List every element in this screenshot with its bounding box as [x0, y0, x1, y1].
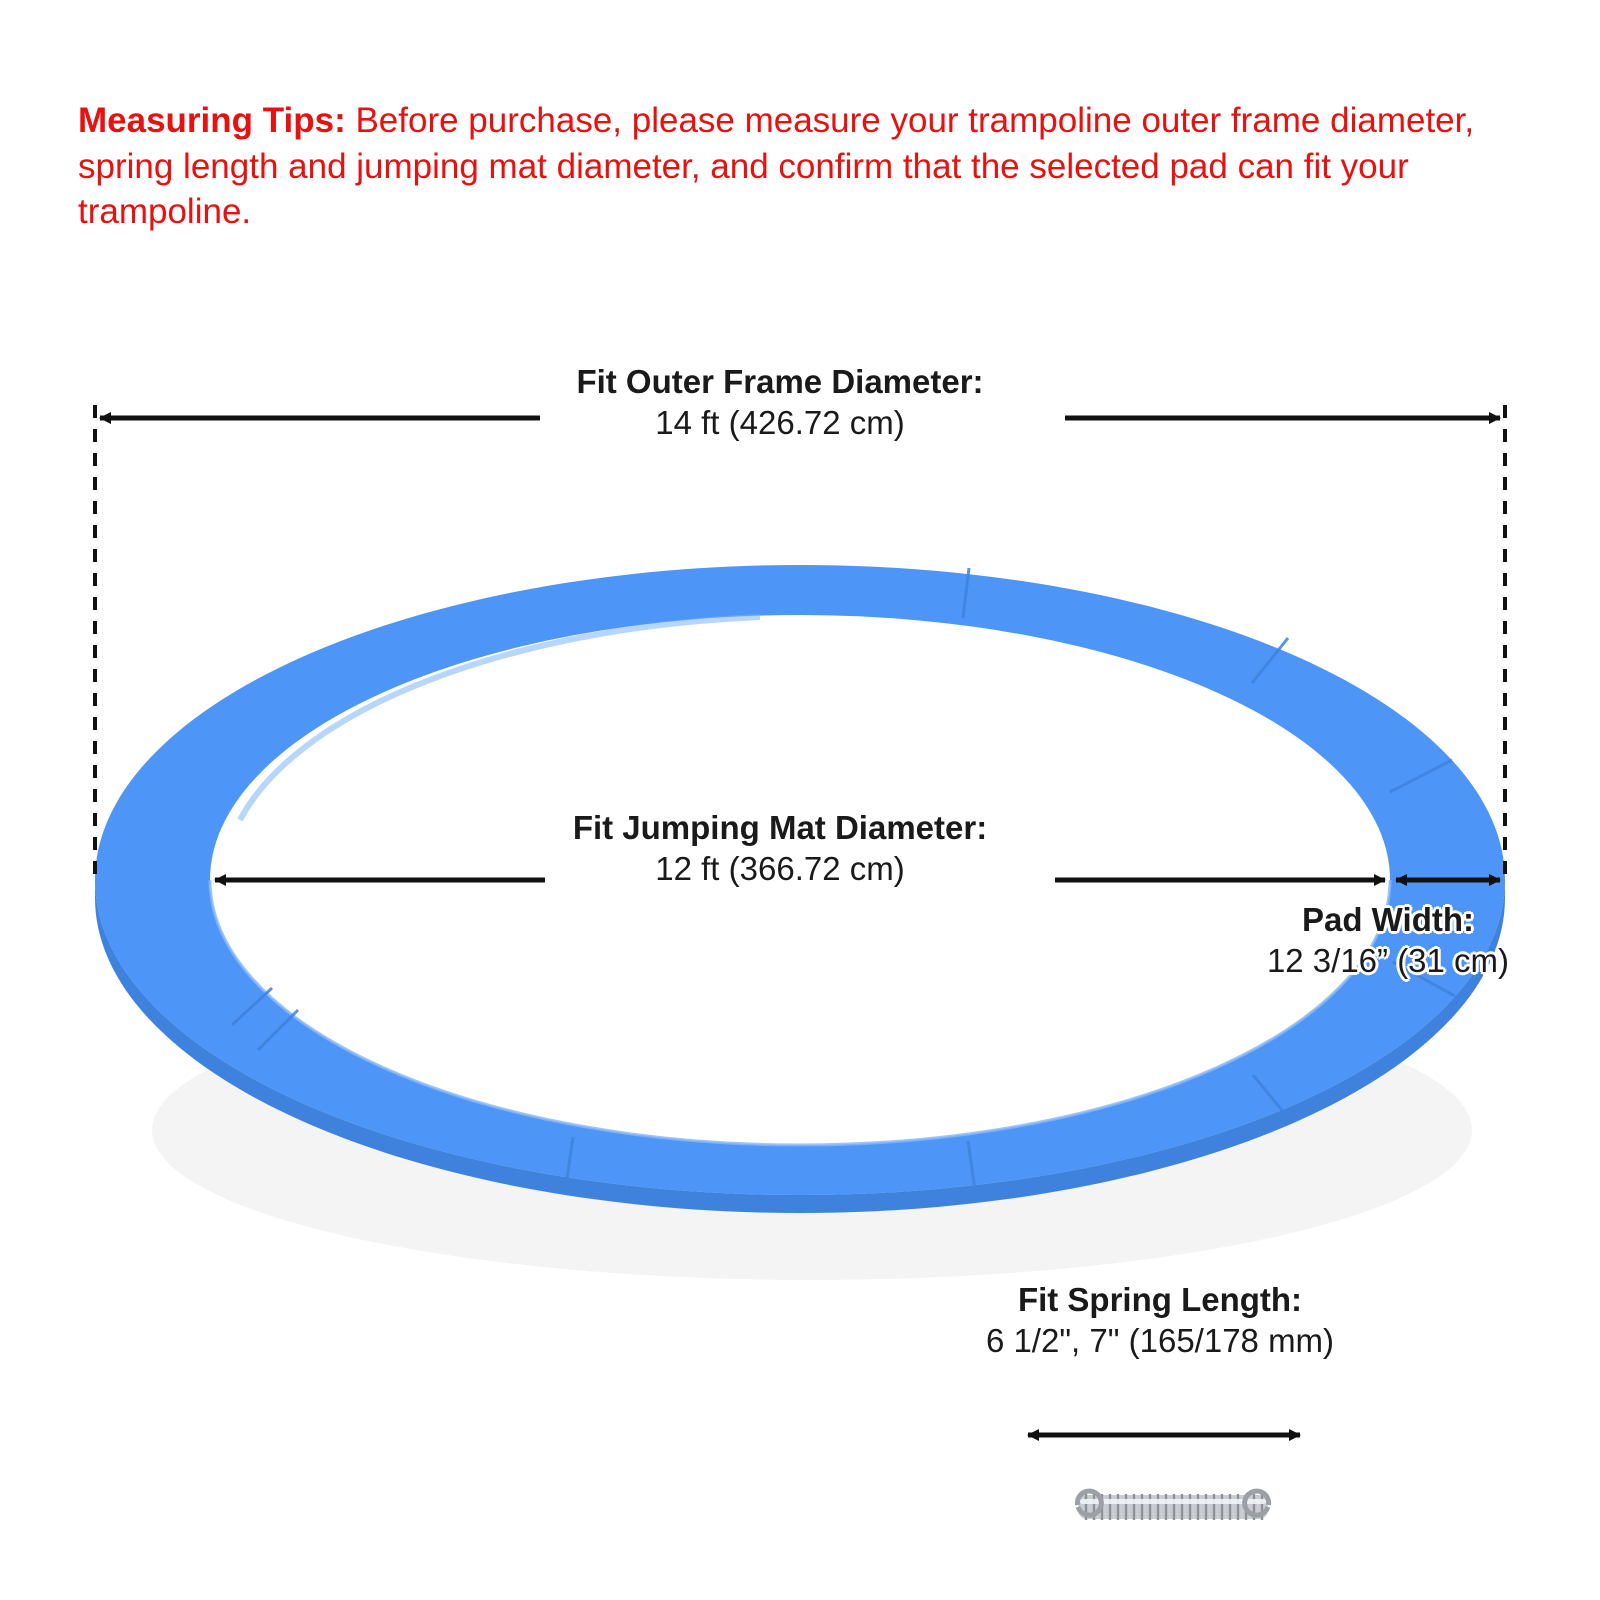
- outer-frame-diameter-label: [460, 362, 1100, 445]
- jumping-mat-diameter-label: [430, 808, 1130, 891]
- jumping-mat-diameter-title: Fit Jumping Mat Diameter:: [572, 809, 988, 846]
- spring-length-label: [900, 1280, 1420, 1363]
- pad-width-title: Pad Width:: [1301, 901, 1474, 938]
- spring-length-value: 6 1/2", 7" (165/178 mm): [985, 1322, 1335, 1360]
- outer-frame-diameter-title: Fit Outer Frame Diameter:: [576, 363, 984, 400]
- measuring-tips-heading: Measuring Tips:: [78, 101, 346, 140]
- spring-illustration: [1028, 1435, 1300, 1520]
- measuring-tips-body: Before purchase, please measure your trampoline outer frame diameter, spring length and jumping mat diameter, and confirm that the selected pad can fit your trampoline.: [78, 101, 1475, 231]
- pad-width-value: 12 3/16” (31 cm): [1266, 942, 1510, 980]
- outer-frame-diameter-value: 14 ft (426.72 cm): [655, 404, 905, 442]
- jumping-mat-diameter-value: 12 ft (366.72 cm): [655, 850, 905, 888]
- spring-length-title: Fit Spring Length:: [1017, 1281, 1303, 1318]
- pad-width-label: [1188, 900, 1588, 983]
